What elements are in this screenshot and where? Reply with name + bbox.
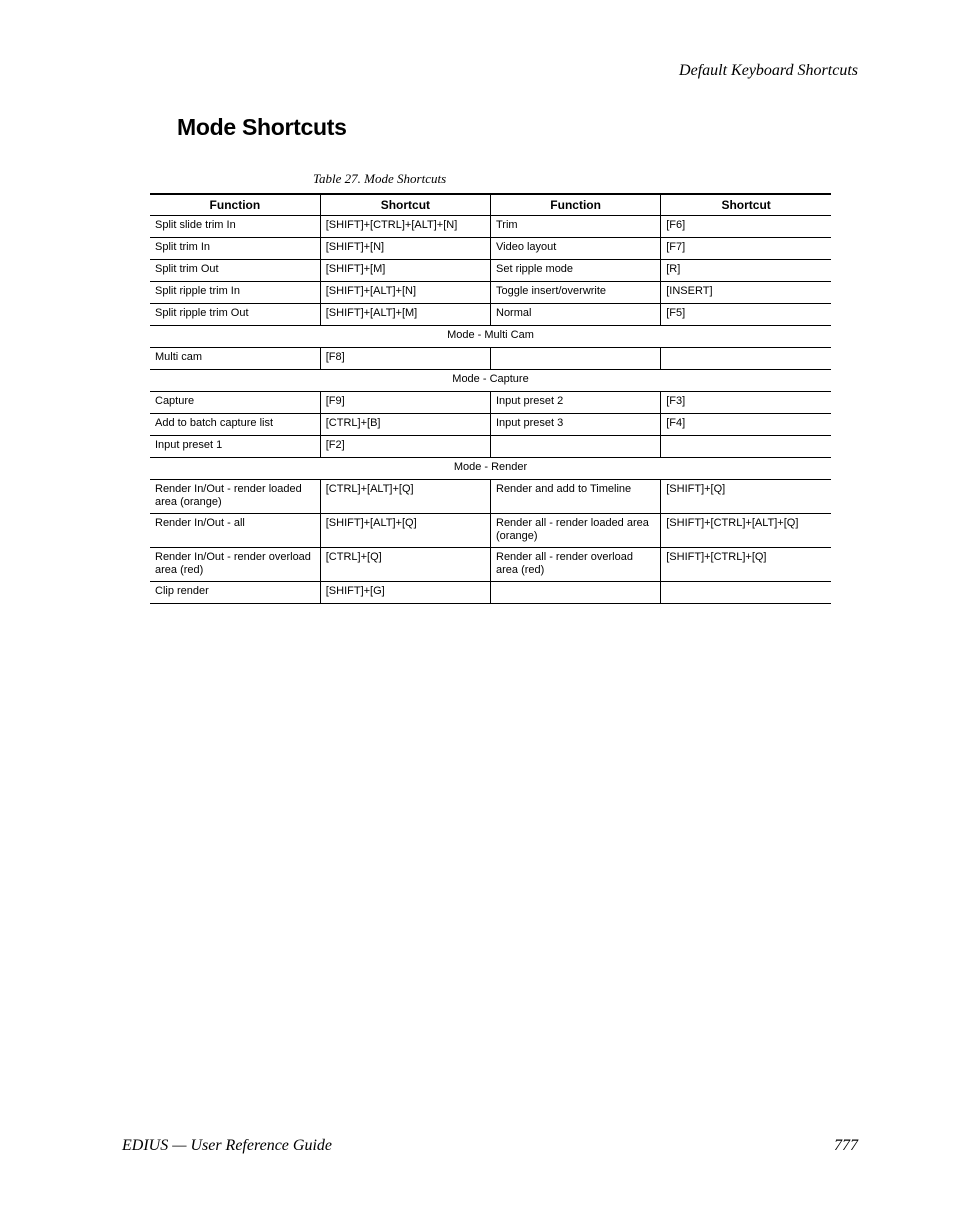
table-row — [150, 414, 831, 436]
shortcut-cell: [F6] — [661, 216, 831, 238]
table-row — [150, 238, 831, 260]
table-section-row — [150, 326, 831, 348]
shortcut-cell: [SHIFT]+[ALT]+[N] — [320, 282, 490, 304]
table-row — [150, 216, 831, 238]
shortcut-cell: [F4] — [661, 414, 831, 436]
table-header-row — [150, 194, 831, 216]
function-cell: Split ripple trim Out — [150, 304, 320, 326]
function-cell: Split slide trim In — [150, 216, 320, 238]
function-cell — [491, 348, 661, 370]
shortcut-cell: [CTRL]+[Q] — [320, 548, 490, 582]
section-title: Mode Shortcuts — [177, 114, 347, 140]
shortcut-cell: [F3] — [661, 392, 831, 414]
shortcut-cell: [F5] — [661, 304, 831, 326]
function-cell: Toggle insert/overwrite — [491, 282, 661, 304]
table-caption: Table 27. Mode Shortcuts — [313, 171, 447, 186]
function-cell: Split trim Out — [150, 260, 320, 282]
shortcut-cell: [F2] — [320, 436, 490, 458]
table-row — [150, 392, 831, 414]
shortcut-cell — [661, 582, 831, 604]
shortcut-cell: [SHIFT]+[G] — [320, 582, 490, 604]
function-cell: Input preset 3 — [491, 414, 661, 436]
table-row — [150, 260, 831, 282]
shortcut-cell: [CTRL]+[B] — [320, 414, 490, 436]
shortcut-cell: [SHIFT]+[CTRL]+[ALT]+[Q] — [661, 514, 831, 548]
shortcut-cell: [SHIFT]+[Q] — [661, 480, 831, 514]
table-row — [150, 282, 831, 304]
function-cell: Clip render — [150, 582, 320, 604]
function-cell: Render In/Out - all — [150, 514, 320, 548]
table-row — [150, 304, 831, 326]
function-cell: Render all - render overload area (red) — [491, 548, 661, 582]
table-body — [150, 216, 831, 604]
page-number: 777 — [834, 1137, 858, 1154]
shortcut-cell: [R] — [661, 260, 831, 282]
function-cell: Add to batch capture list — [150, 414, 320, 436]
table-row — [150, 480, 831, 514]
running-header: Default Keyboard Shortcuts — [679, 62, 858, 79]
table-row — [150, 348, 831, 370]
function-cell: Video layout — [491, 238, 661, 260]
section-label: Mode - Render — [150, 458, 831, 480]
shortcut-cell: [SHIFT]+[M] — [320, 260, 490, 282]
function-cell: Split trim In — [150, 238, 320, 260]
column-header-function: Function — [491, 194, 661, 216]
shortcut-cell: [SHIFT]+[ALT]+[M] — [320, 304, 490, 326]
function-cell: Normal — [491, 304, 661, 326]
column-header-function: Function — [150, 194, 320, 216]
function-cell: Set ripple mode — [491, 260, 661, 282]
function-cell — [491, 436, 661, 458]
shortcut-cell: [SHIFT]+[N] — [320, 238, 490, 260]
table-row — [150, 436, 831, 458]
function-cell: Input preset 2 — [491, 392, 661, 414]
column-header-shortcut: Shortcut — [320, 194, 490, 216]
function-cell — [491, 582, 661, 604]
function-cell: Capture — [150, 392, 320, 414]
function-cell: Trim — [491, 216, 661, 238]
shortcut-cell: [CTRL]+[ALT]+[Q] — [320, 480, 490, 514]
footer-guide-title: EDIUS — User Reference Guide — [122, 1137, 333, 1154]
function-cell: Render In/Out - render loaded area (orange) — [150, 480, 320, 514]
function-cell: Multi cam — [150, 348, 320, 370]
mode-shortcuts-table — [150, 193, 831, 604]
function-cell: Split ripple trim In — [150, 282, 320, 304]
shortcut-cell: [SHIFT]+[CTRL]+[ALT]+[N] — [320, 216, 490, 238]
shortcut-cell: [F7] — [661, 238, 831, 260]
shortcut-cell: [F8] — [320, 348, 490, 370]
shortcut-cell: [F9] — [320, 392, 490, 414]
table-row — [150, 582, 831, 604]
function-cell: Render all - render loaded area (orange) — [491, 514, 661, 548]
table-row — [150, 548, 831, 582]
column-header-shortcut: Shortcut — [661, 194, 831, 216]
shortcut-cell — [661, 348, 831, 370]
function-cell: Input preset 1 — [150, 436, 320, 458]
function-cell: Render and add to Timeline — [491, 480, 661, 514]
shortcut-cell — [661, 436, 831, 458]
table-section-row — [150, 370, 831, 392]
section-label: Mode - Multi Cam — [150, 326, 831, 348]
function-cell: Render In/Out - render overload area (red) — [150, 548, 320, 582]
table-row — [150, 514, 831, 548]
shortcut-cell: [SHIFT]+[ALT]+[Q] — [320, 514, 490, 548]
section-label: Mode - Capture — [150, 370, 831, 392]
shortcut-cell: [INSERT] — [661, 282, 831, 304]
table-section-row — [150, 458, 831, 480]
shortcut-cell: [SHIFT]+[CTRL]+[Q] — [661, 548, 831, 582]
